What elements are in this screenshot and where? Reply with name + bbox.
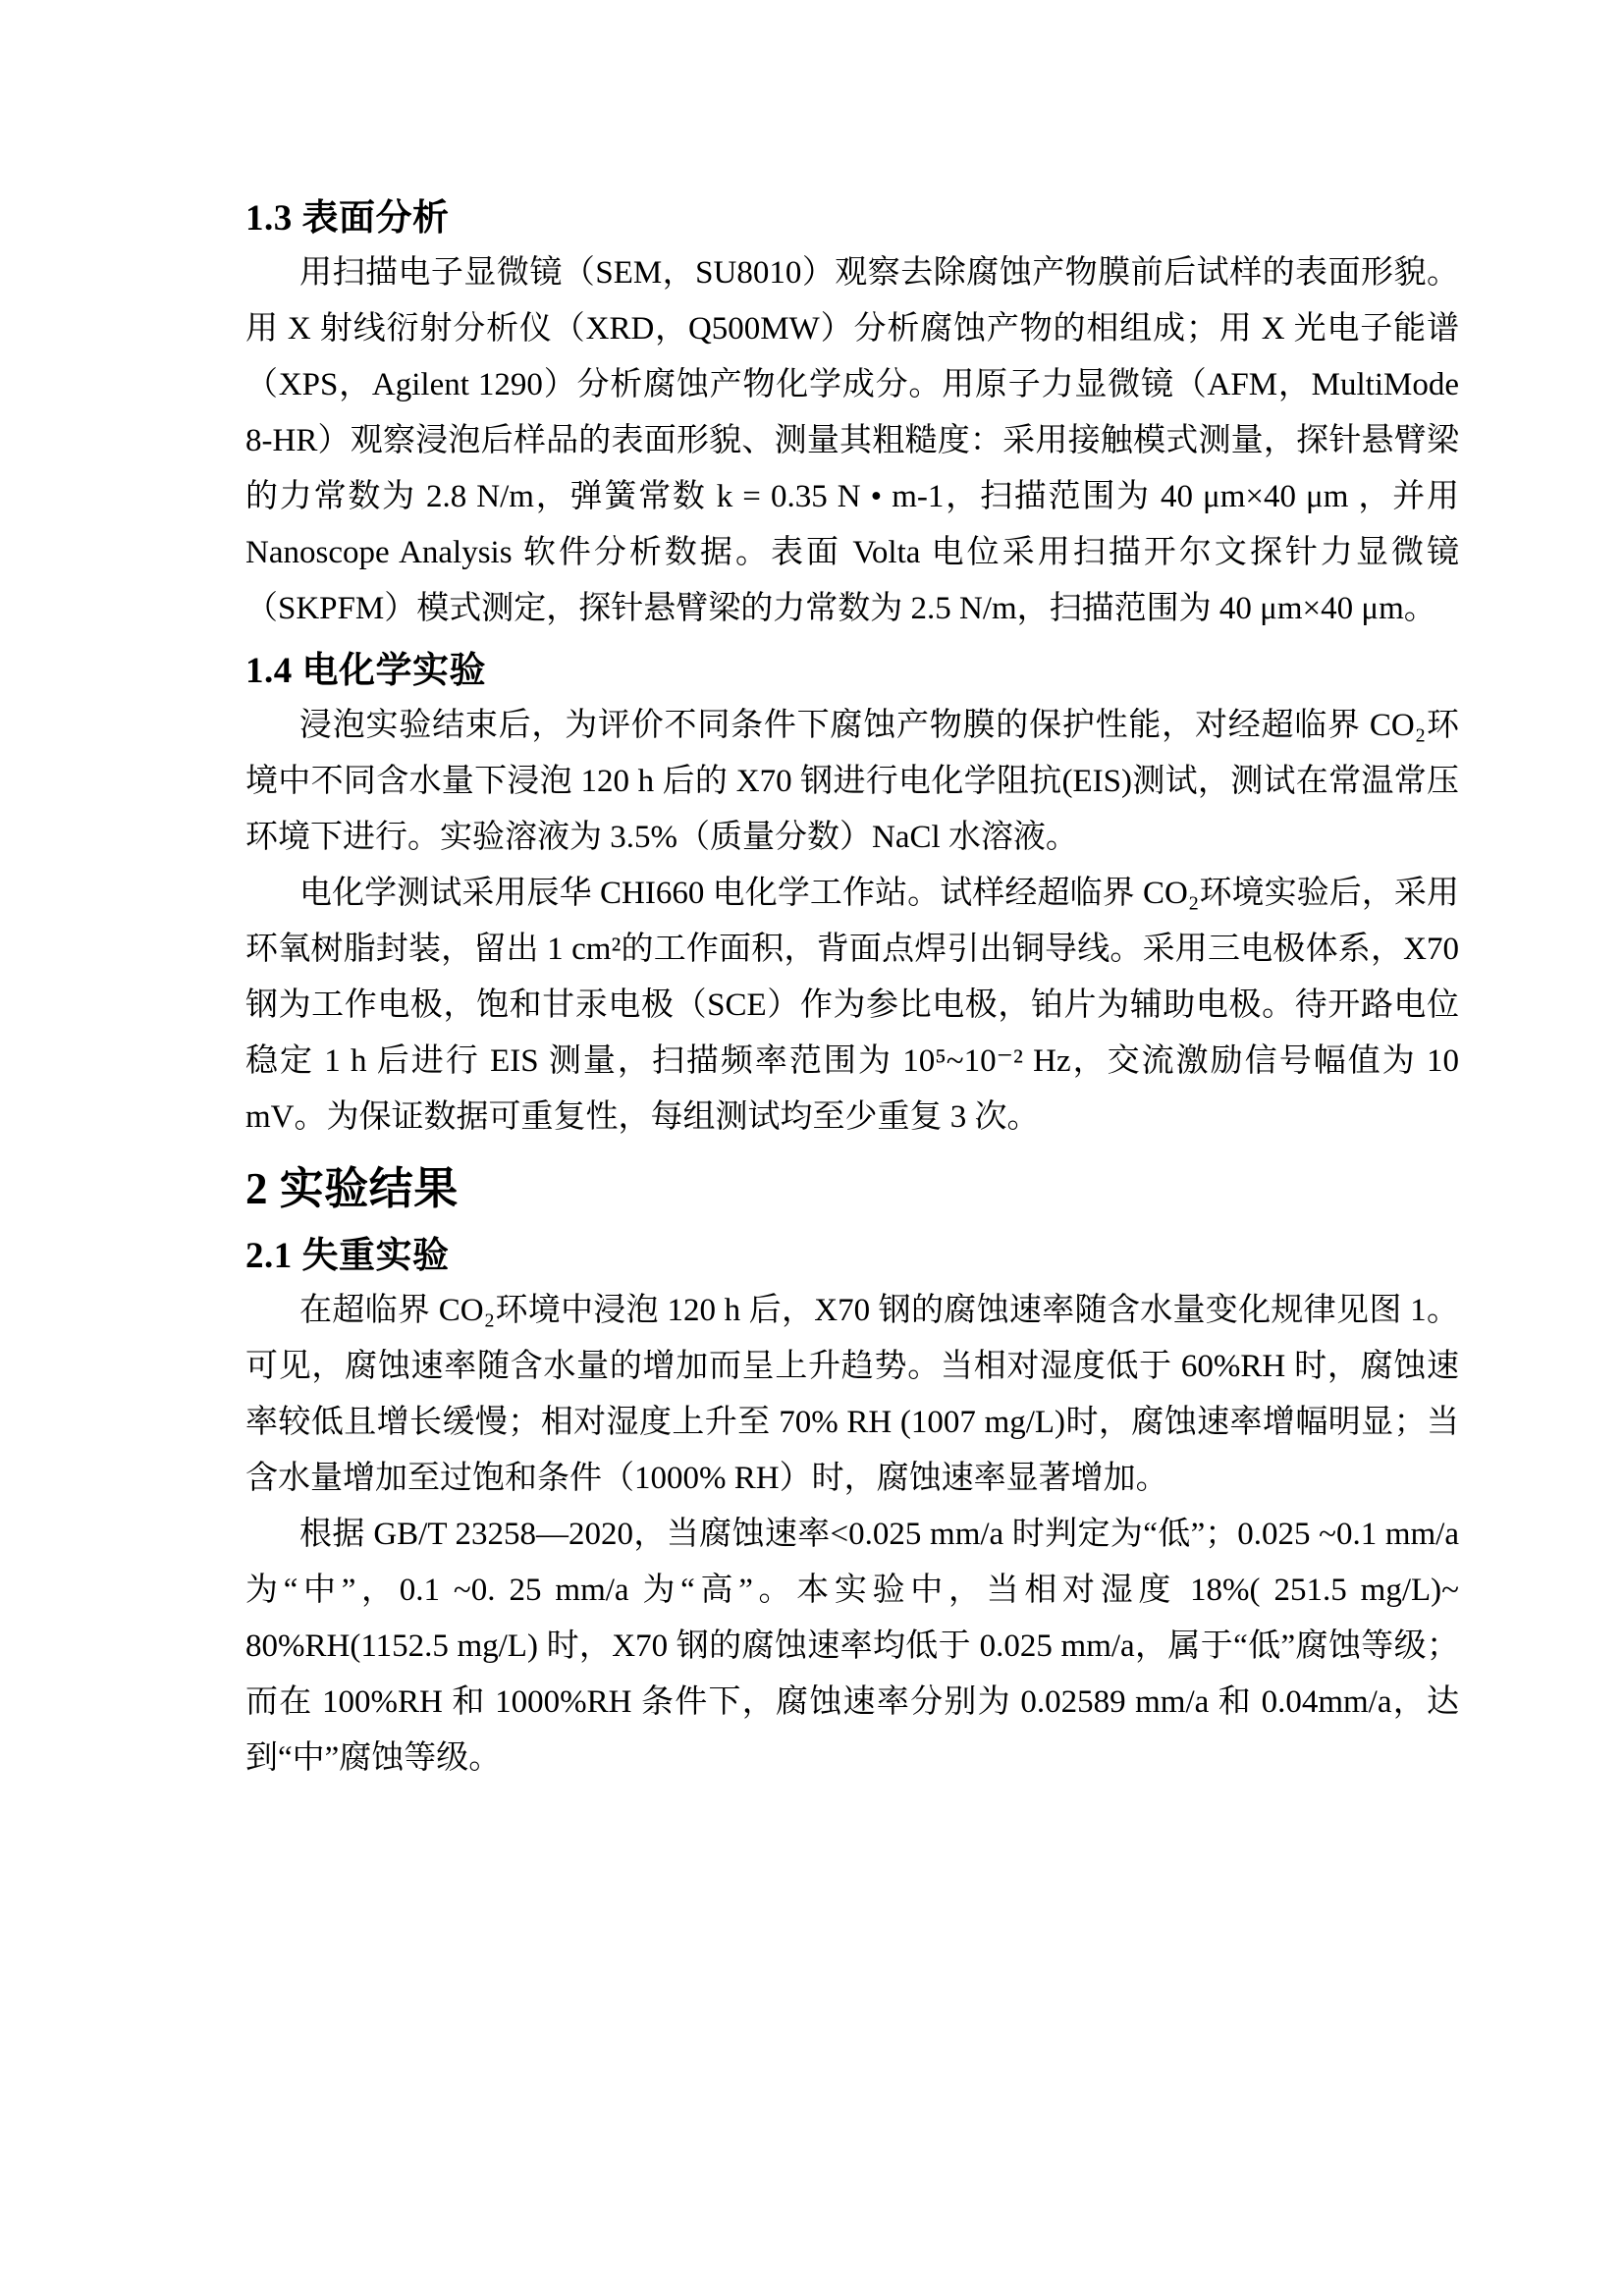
section-heading-1-4-electrochemical-experiment: 1.4 电化学实验 [245,651,486,691]
paragraph-eis-test-conditions: 浸泡实验结束后，为评价不同条件下腐蚀产物膜的保护性能，对经超临界 CO₂环境中不同含水量下浸泡 120 h 后的 X70 钢进行电化学阻抗(EIS)测试，测试在常温常压环境下进行。实验溶液为 3.5%（质量分数）NaCl 水溶液。 [245,708,1459,855]
section-heading-1-3-surface-analysis: 1.3 表面分析 [245,198,450,239]
paragraph-corrosion-rate-vs-water-content: 在超临界 CO₂环境中浸泡 120 h 后，X70 钢的腐蚀速率随含水量变化规律见图 1。可见，腐蚀速率随含水量的增加而呈上升趋势。当相对湿度低于 60%RH 时，腐蚀速率较低且增长缓慢；相对湿度上升至 70% RH (1007 mg/L)时，腐蚀速率增幅明显；当含水量增加至过饱和条件（1000% RH）时，腐蚀速率显著增加。 [245,1293,1459,1496]
section-heading-2-1-weight-loss-experiment: 2.1 失重实验 [245,1236,450,1276]
section-heading-2-experimental-results: 2 实验结果 [245,1164,459,1213]
paragraph-corrosion-grade-classification: 根据 GB/T 23258—2020，当腐蚀速率<0.025 mm/a 时判定为“低”；0.025 ~0.1 mm/a 为“中”，0.1 ~0. 25 mm/a 为“高”。本实验中，当相对湿度 18%( 251.5 mg/L)~ 80%RH(1152.5 mg/L) 时，X70 钢的腐蚀速率均低于 0.025 mm/a，属于“低”腐蚀等级；而在 100%RH 和 1000%RH 条件下，腐蚀速率分别为 0.02589 mm/a 和 0.04mm/a，达到“中”腐蚀等级。 [245,1517,1459,1776]
paragraph-electrochemical-workstation: 电化学测试采用辰华 CHI660 电化学工作站。试样经超临界 CO₂环境实验后，采用环氧树脂封装，留出 1 cm²的工作面积，背面点焊引出铜导线。采用三电极体系，X70 钢为工作电极，饱和甘汞电极（SCE）作为参比电极，铂片为辅助电极。待开路电位稳定 1 h 后进行 EIS 测量，扫描频率范围为 10⁵~10⁻² Hz，交流激励信号幅值为 10 mV。为保证数据可重复性，每组测试均至少重复 3 次。 [245,876,1459,1135]
paragraph-surface-analysis: 用扫描电子显微镜（SEM，SU8010）观察去除腐蚀产物膜前后试样的表面形貌。用 X 射线衍射分析仪（XRD，Q500MW）分析腐蚀产物的相组成；用 X 光电子能谱（XPS，Agilent 1290）分析腐蚀产物化学成分。用原子力显微镜（AFM，MultiMode 8-HR）观察浸泡后样品的表面形貌、测量其粗糙度：采用接触模式测量，探针悬臂梁的力常数为 2.8 N/m，弹簧常数 k = 0.35 N • m-1，扫描范围为 40 μm×40 μm ，并用 Nanoscope Analysis 软件分析数据。表面 Volta 电位采用扫描开尔文探针力显微镜（SKPFM）模式测定，探针悬臂梁的力常数为 2.5 N/m，扫描范围为 40 μm×40 μm。 [245,255,1459,626]
